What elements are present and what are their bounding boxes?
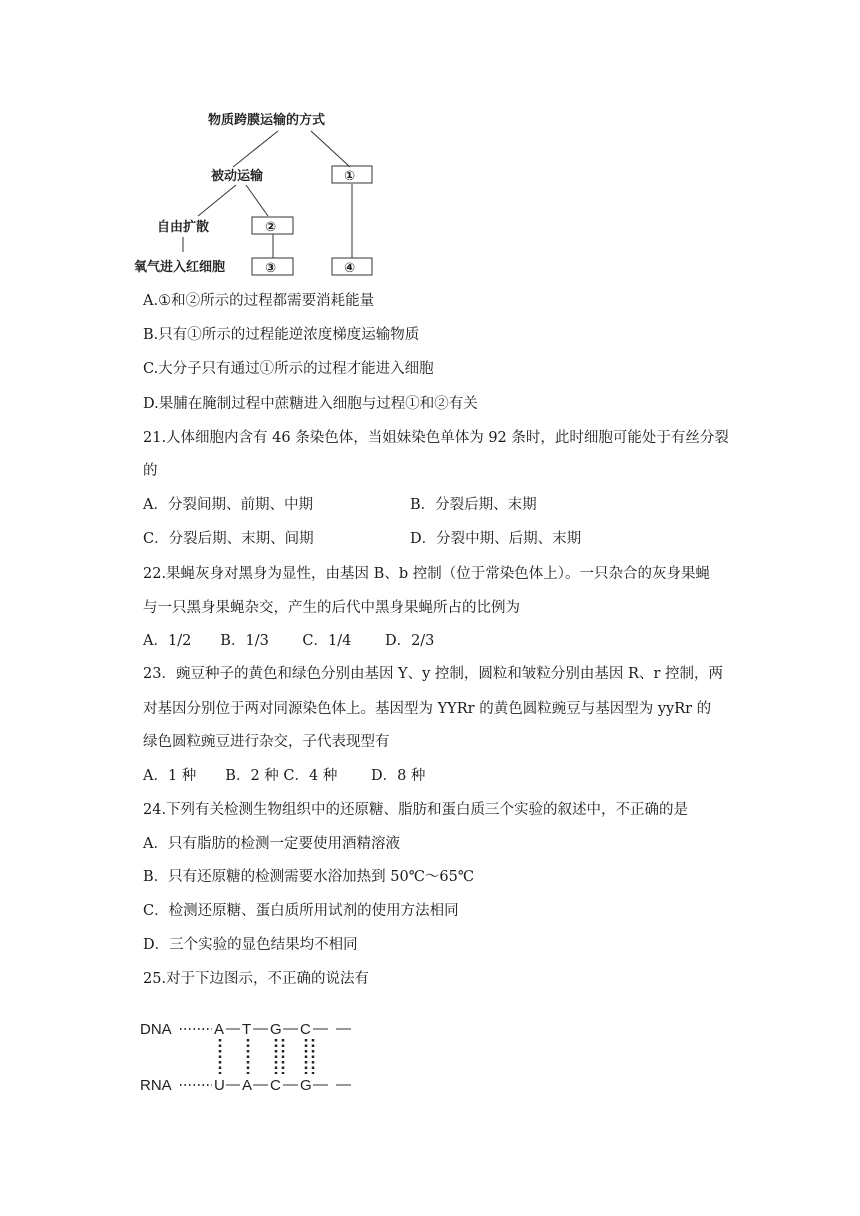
transport-diagram (128, 100, 388, 285)
q23-stem-line1: 23．豌豆种子的黄色和绿色分别由基因 Y、y 控制，圆粒和皱粒分别由基因 R、r 控制，两 (143, 666, 723, 682)
q24-option-c: C．检测还原糖、蛋白质所用试剂的使用方法相同 (143, 903, 459, 919)
q24-stem: 24.下列有关检测生物组织中的还原糖、脂肪和蛋白质三个实验的叙述中，不正确的是 (143, 802, 689, 818)
dna-rna-svg (138, 1008, 378, 1103)
diagram-passive-label: 被动运输 (211, 169, 264, 184)
q22-options: A．1/2 B．1/3 C．1/4 D．2/3 (143, 633, 435, 649)
q24-option-a: A．只有脂肪的检测一定要使用酒精溶液 (143, 836, 400, 852)
q20-option-a: A.①和②所示的过程都需要消耗能量 (143, 293, 375, 309)
transport-diagram-svg (128, 100, 388, 285)
q20-option-b: B.只有①所示的过程能逆浓度梯度运输物质 (143, 327, 420, 343)
connector-line (246, 185, 268, 216)
q20-option-d: D.果脯在腌制过程中蔗糖进入细胞与过程①和②有关 (143, 396, 478, 412)
rna-base: U (214, 1077, 225, 1094)
diagram-root-label: 物质跨膜运输的方式 (208, 113, 326, 128)
q23-stem-line3: 绿色圆粒豌豆进行杂交，子代表现型有 (143, 734, 390, 750)
q23-options: A．1 种 B．2 种 C．4 种 D．8 种 (143, 768, 426, 784)
q22-stem-line2: 与一只黑身果蝇杂交，产生的后代中黑身果蝇所占的比例为 (143, 600, 520, 616)
diagram-box2-label: ② (265, 220, 277, 235)
q21-option-c: C．分裂后期、末期、间期 (143, 531, 314, 547)
q20-option-c: C.大分子只有通过①所示的过程才能进入细胞 (143, 361, 434, 377)
diagram-free-diffusion-label: 自由扩散 (157, 220, 210, 235)
rna-base: A (242, 1077, 253, 1094)
dna-base: T (242, 1021, 252, 1038)
q21-option-a: A．分裂间期、前期、中期 (143, 497, 313, 513)
rna-label: RNA (140, 1077, 172, 1094)
q21-stem-line1: 21.人体细胞内含有 46 条染色体，当姐妹染色单体为 92 条时，此时细胞可能处于有丝分裂 (143, 430, 729, 446)
connector-line (198, 185, 236, 216)
rna-base: C (270, 1077, 281, 1094)
dna-base: G (270, 1021, 282, 1038)
q25-stem: 25.对于下边图示，不正确的说法有 (143, 971, 370, 987)
diagram-box4-label: ④ (344, 261, 356, 276)
dna-base: A (214, 1021, 225, 1038)
dna-base: C (300, 1021, 311, 1038)
connector-line (233, 131, 278, 167)
q21-option-d: D．分裂中期、后期、末期 (410, 531, 582, 547)
diagram-box3-label: ③ (265, 261, 277, 276)
dna-rna-figure (138, 1008, 378, 1103)
rna-base: G (300, 1077, 312, 1094)
diagram-oxygen-label: 氧气进入红细胞 (134, 260, 226, 275)
q24-option-b: B．只有还原糖的检测需要水浴加热到 50℃～65℃ (143, 869, 475, 885)
q23-stem-line2: 对基因分别位于两对同源染色体上。基因型为 YYRr 的黄色圆粒豌豆与基因型为 yyRr 的 (143, 701, 712, 717)
q21-stem-line2: 的 (143, 463, 158, 479)
q21-option-b: B．分裂后期、末期 (410, 497, 537, 513)
q24-option-d: D．三个实验的显色结果均不相同 (143, 937, 358, 953)
dna-label: DNA (140, 1021, 172, 1038)
connector-line (311, 131, 350, 167)
q22-stem-line1: 22.果蝇灰身对黑身为显性，由基因 B、b 控制（位于常染色体上）。一只杂合的灰身果蝇 (143, 566, 710, 582)
diagram-box1-label: ① (344, 169, 356, 184)
